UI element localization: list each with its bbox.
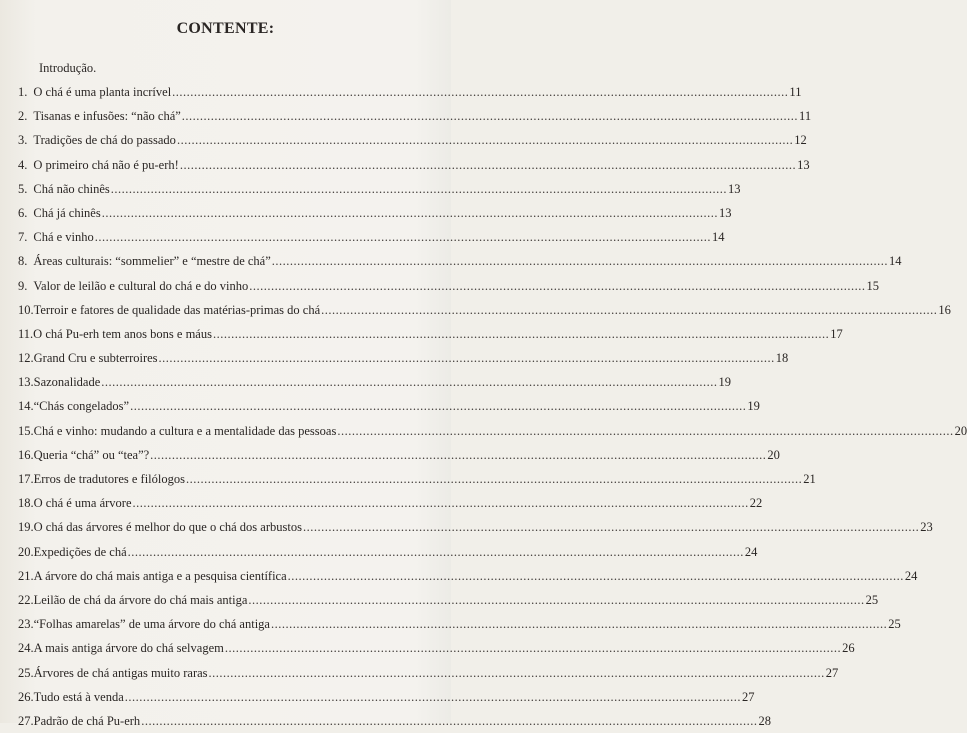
toc-entry-page: 13	[718, 205, 732, 220]
toc-entry-title: Expedições de chá	[33, 544, 127, 559]
toc-entry-title: Chá e vinho	[33, 230, 94, 245]
toc-entry-number: 11.	[18, 326, 34, 341]
toc-entry-page: 11	[789, 85, 802, 99]
toc-entry-title: Padrão de chá Pu-erh	[33, 713, 141, 728]
toc-entry-title: Tradições de chá do passado	[33, 133, 176, 148]
toc-entry-number: 8.	[18, 254, 28, 269]
dot-leader: ..........................................................................................................................................................................	[101, 205, 718, 220]
toc-entry-title: “Folhas amarelas” de uma árvore do chá antiga	[33, 617, 270, 632]
toc-entry-number: 7.	[18, 230, 28, 245]
toc-entry-number: 9.	[18, 278, 28, 293]
toc-entry-page: 24	[904, 568, 918, 583]
dot-leader: ..........................................................................................................................................................................	[208, 665, 825, 680]
toc-entry-number: 13.	[18, 375, 34, 390]
toc-entry-number: 4.	[18, 157, 28, 172]
toc-entry-title: Tisanas e infusões: “não chá”	[33, 109, 181, 124]
toc-entry-page: 16	[938, 302, 951, 317]
dot-leader: ..........................................................................................................................................................................	[248, 592, 865, 607]
dot-leader: ..........................................................................................................................................................................	[181, 109, 799, 124]
toc-entry	[18, 128, 807, 152]
dot-leader: ..........................................................................................................................................................................	[287, 568, 904, 583]
toc-entry	[18, 153, 810, 177]
dot-leader: ..........................................................................................................................................................................	[141, 713, 758, 728]
toc-entry	[18, 225, 725, 249]
toc-entry-page: 26	[842, 641, 855, 656]
dot-leader: ..........................................................................................................................................................................	[124, 689, 742, 704]
toc-entry	[18, 298, 951, 322]
toc-entry-number: 25.	[18, 665, 34, 680]
toc-entry	[18, 322, 843, 346]
toc-entry-page: 17	[830, 326, 843, 341]
dot-leader: ..........................................................................................................................................................................	[224, 641, 842, 656]
toc-entry-page: 13	[797, 157, 810, 172]
toc-entry-number: 14.	[18, 399, 34, 414]
toc-entry-page: 14	[889, 254, 902, 269]
toc-entry-page: 27	[825, 665, 839, 680]
toc-entry-page: 28	[758, 713, 771, 728]
toc-entry-number: 17.	[18, 472, 34, 486]
toc-entry-page: 25	[888, 617, 901, 632]
toc-entry-number: 3.	[18, 133, 28, 148]
toc-entry-title: A árvore do chá mais antiga e a pesquisa científica	[33, 568, 287, 583]
toc-entry-page: 12	[794, 133, 807, 148]
toc-entry	[18, 370, 732, 394]
toc-entry-title: A mais antiga árvore do chá selvagem	[33, 641, 224, 656]
toc-entry-title: O chá é uma planta incrível	[33, 85, 172, 99]
dot-leader: ..........................................................................................................................................................................	[249, 278, 866, 293]
dot-leader: ..........................................................................................................................................................................	[337, 423, 954, 438]
dot-leader: ..........................................................................................................................................................................	[321, 302, 938, 317]
toc-entry	[18, 540, 758, 564]
toc-entry-title: O primeiro chá não é pu-erh!	[33, 157, 179, 172]
toc-entry-title: Valor de leilão e cultural do chá e do vinho	[33, 278, 249, 293]
dot-leader: ..........................................................................................................................................................................	[150, 447, 767, 462]
toc-entry	[18, 394, 760, 418]
toc-entry-number: 23.	[18, 617, 34, 632]
toc-entry-number: 27.	[18, 713, 34, 728]
dot-leader: ..........................................................................................................................................................................	[176, 133, 794, 148]
toc-entry-page: 18	[775, 351, 789, 366]
toc-entry-page: 15	[866, 278, 879, 293]
toc-entry-number: 5.	[18, 181, 28, 196]
toc-entry-title: Áreas culturais: “sommelier” e “mestre de chá”	[33, 254, 271, 269]
dot-leader: ..........................................................................................................................................................................	[127, 544, 744, 559]
toc-entry-page: 19	[747, 399, 760, 414]
toc-entry-number: 18.	[18, 496, 34, 511]
toc-entry	[18, 515, 933, 539]
toc-entry	[18, 564, 918, 588]
toc-entry	[18, 612, 901, 636]
dot-leader: ..........................................................................................................................................................................	[212, 326, 830, 341]
toc-entry-page: 24	[744, 544, 758, 559]
toc-entry	[18, 443, 780, 467]
toc-entry-title: Chá já chinês	[33, 205, 101, 220]
toc-entry-page: 11	[799, 109, 812, 124]
dot-leader: ..........................................................................................................................................................................	[101, 375, 718, 390]
toc-entry-page: 25	[865, 592, 879, 607]
toc-entry-page: 20	[767, 447, 780, 462]
toc-entry-title: O chá é uma árvore	[33, 496, 132, 511]
toc-entry-title: O chá das árvores é melhor do que o chá dos arbustos	[33, 520, 302, 535]
table-of-contents	[18, 80, 967, 733]
toc-entry-page: 14	[712, 230, 725, 245]
toc-entry-number: 24.	[18, 641, 34, 656]
toc-entry-page: 21	[803, 472, 816, 486]
dot-leader: ..........................................................................................................................................................................	[179, 157, 797, 172]
toc-entry-title: Erros de tradutores e filólogos	[33, 472, 185, 486]
dot-leader: ..........................................................................................................................................................................	[130, 399, 747, 414]
dot-leader: ..........................................................................................................................................................................	[110, 181, 727, 196]
dot-leader: ..........................................................................................................................................................................	[94, 230, 712, 245]
toc-entry-title: Chá e vinho: mudando a cultura e a mentalidade das pessoas	[33, 423, 337, 438]
toc-entry-title: “Chás congelados”	[33, 399, 130, 414]
toc-entry	[18, 491, 763, 515]
toc-entry-title: Queria “chá” ou “tea”?	[33, 447, 150, 462]
toc-entry	[18, 685, 755, 709]
dot-leader: ..........................................................................................................................................................................	[271, 254, 889, 269]
toc-entry	[18, 709, 771, 733]
toc-entry-title: Árvores de chá antigas muito raras	[33, 665, 208, 680]
contents-heading: CONTENTE:	[176, 20, 275, 37]
toc-entry	[18, 274, 879, 298]
toc-entry-title: Leilão de chá da árvore do chá mais antiga	[33, 592, 248, 607]
toc-entry	[18, 588, 879, 612]
toc-entry-number: 26.	[18, 689, 34, 704]
dot-leader: ..........................................................................................................................................................................	[270, 617, 888, 632]
dot-leader: ..........................................................................................................................................................................	[185, 472, 803, 486]
toc-entry-number: 2.	[18, 109, 28, 124]
toc-entry	[18, 661, 839, 685]
toc-entry-title: O chá Pu-erh tem anos bons e máus	[33, 326, 212, 341]
toc-entry-number: 21.	[18, 568, 34, 583]
toc-entry-page: 13	[728, 181, 741, 196]
toc-entry-number: 16.	[18, 447, 34, 462]
toc-entry-number: 15.	[18, 423, 34, 438]
toc-entry	[18, 201, 732, 225]
toc-entry-number: 10.	[18, 302, 34, 317]
toc-entry-number: 20.	[18, 544, 34, 559]
toc-entry	[18, 467, 816, 491]
dot-leader: ..........................................................................................................................................................................	[132, 496, 749, 511]
dot-leader: ..........................................................................................................................................................................	[172, 85, 789, 99]
toc-entry-number: 6.	[18, 205, 28, 220]
toc-entry-title: Tudo está à venda	[33, 689, 124, 704]
toc-entry-page: 22	[749, 496, 763, 511]
toc-entry	[18, 80, 802, 104]
toc-entry	[18, 636, 855, 660]
toc-entry-title: Grand Cru e subterroires	[33, 351, 158, 366]
dot-leader: ..........................................................................................................................................................................	[158, 351, 775, 366]
toc-entry-number: 19.	[18, 520, 34, 535]
toc-entry-number: 12.	[18, 351, 34, 366]
toc-entry-page: 20	[954, 423, 967, 438]
toc-entry-number: 22.	[18, 592, 34, 607]
toc-entry	[18, 419, 967, 443]
toc-entry-number: 1.	[18, 85, 28, 99]
toc-entry	[18, 346, 789, 370]
introduction-entry: Introdução.	[39, 61, 97, 75]
toc-entry-page: 23	[920, 520, 933, 535]
toc-entry	[18, 177, 741, 201]
toc-entry-page: 19	[718, 375, 732, 390]
toc-entry	[18, 104, 812, 128]
toc-entry-title: Sazonalidade	[33, 375, 101, 390]
toc-entry-title: Terroir e fatores de qualidade das matérias-primas do chá	[33, 302, 321, 317]
toc-entry-page: 27	[742, 689, 755, 704]
toc-entry-title: Chá não chinês	[33, 181, 110, 196]
toc-entry	[18, 249, 902, 273]
dot-leader: ..........................................................................................................................................................................	[302, 520, 920, 535]
